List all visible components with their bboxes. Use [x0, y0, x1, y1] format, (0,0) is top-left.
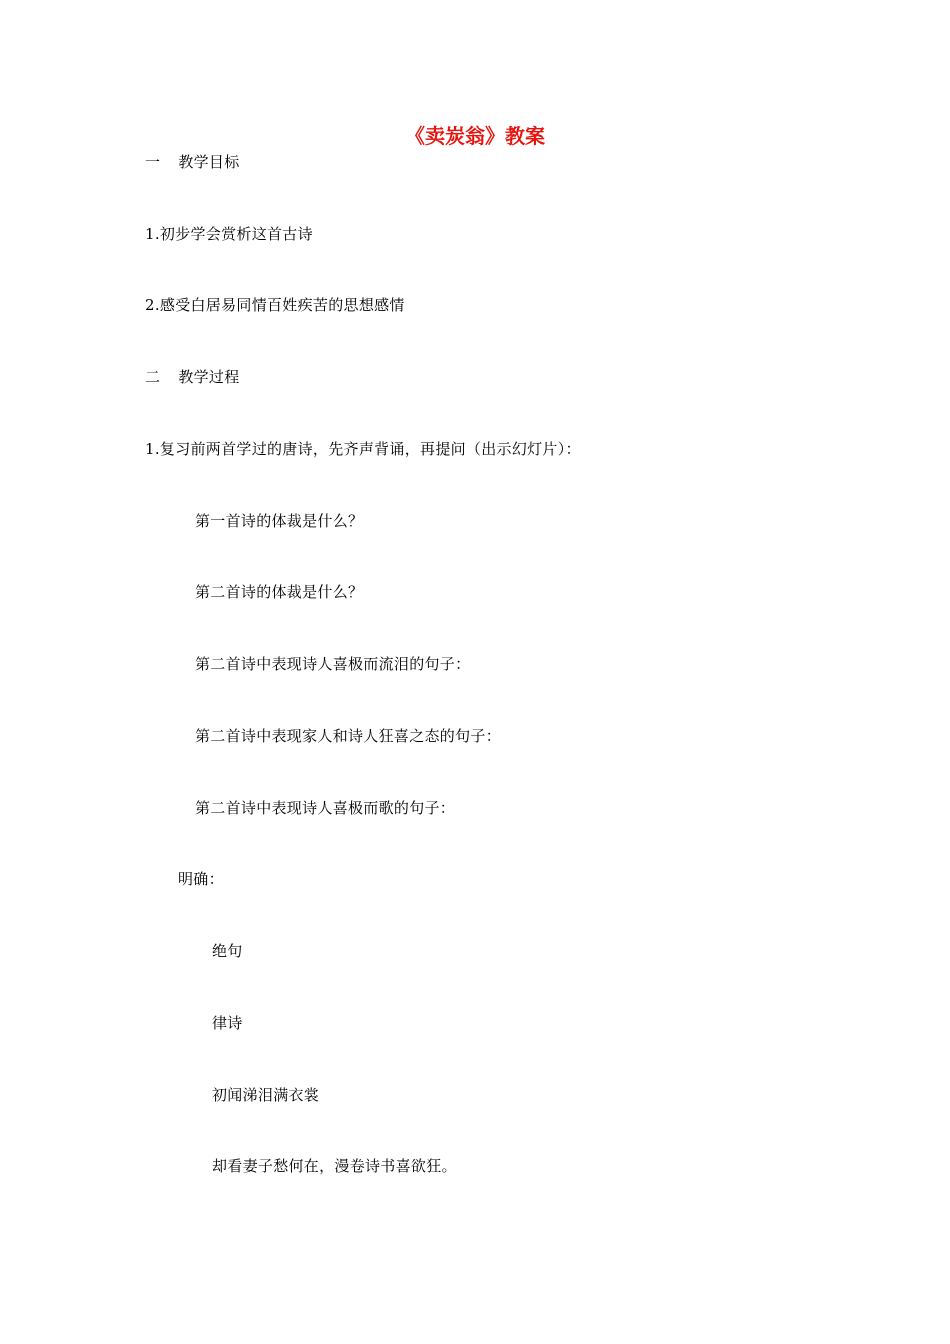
answer-item: 却看妻子愁何在，漫卷诗书喜欲狂。	[212, 1157, 457, 1175]
review-question: 第二首诗中表现家人和诗人狂喜之态的句子：	[195, 727, 502, 745]
answer-item: 初闻涕泪满衣裳	[212, 1086, 320, 1104]
answer-item: 绝句	[212, 942, 243, 960]
section-title: 教学过程	[178, 368, 240, 386]
objective-item: 1.初步学会赏析这首古诗	[145, 225, 313, 243]
section-number: 一	[145, 153, 161, 171]
objective-item: 2.感受白居易同情百姓疾苦的思想感情	[145, 296, 405, 314]
section-heading-process	[145, 367, 240, 387]
review-question: 第一首诗的体裁是什么？	[195, 512, 364, 530]
section-number: 二	[145, 368, 161, 386]
review-question: 第二首诗中表现诗人喜极而歌的句子：	[195, 799, 456, 817]
document-title: 《卖炭翁》教案	[405, 124, 545, 148]
answer-label: 明确：	[178, 870, 224, 888]
review-question: 第二首诗中表现诗人喜极而流泪的句子：	[195, 655, 471, 673]
section-title: 教学目标	[178, 153, 240, 171]
process-step: 1.复习前两首学过的唐诗，先齐声背诵，再提问（出示幻灯片）：	[145, 440, 581, 458]
answer-item: 律诗	[212, 1014, 243, 1032]
section-heading-objectives	[145, 152, 240, 172]
review-question: 第二首诗的体裁是什么？	[195, 583, 364, 601]
